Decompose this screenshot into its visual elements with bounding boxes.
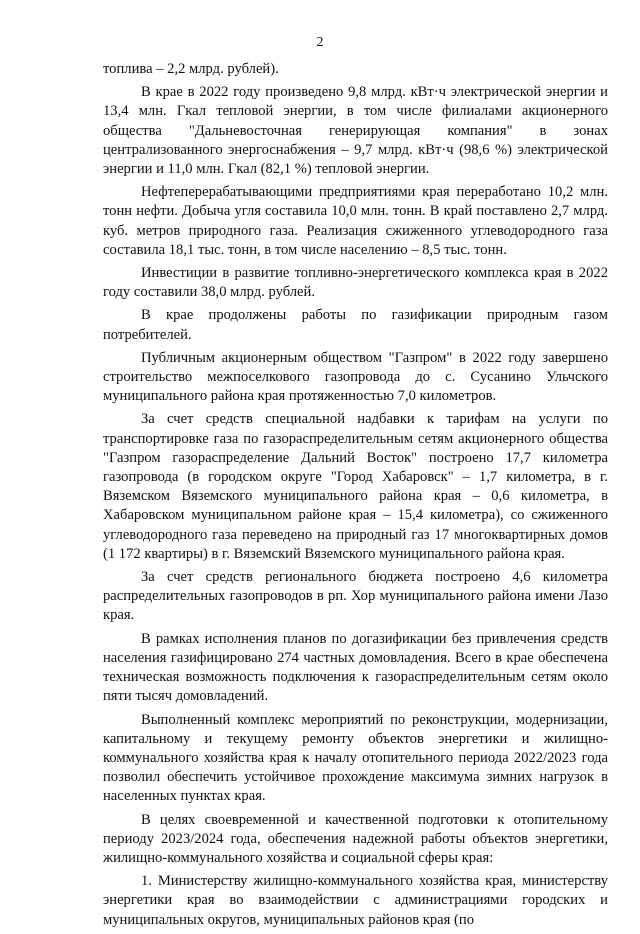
paragraph: Выполненный комплекс мероприятий по реконструкции, модернизации, капитальному и текущему ремонту объектов энергетики и жилищно-коммунального хозяйства края к началу отопительного периода 2022/2023 года позволил обеспечить устойчивое прохождение максимума зимних нагрузок в населенных пунктах края. — [103, 711, 608, 805]
page-number: 2 — [316, 35, 324, 50]
paragraph: топлива – 2,2 млрд. рублей). — [103, 61, 279, 77]
paragraph: Инвестиции в развитие топливно-энергетического комплекса края в 2022 году составили 38,0 млрд. рублей. — [103, 265, 608, 301]
paragraph: В крае в 2022 году произведено 9,8 млрд. кВт·ч электрической энергии и 13,4 млн. Гкал тепловой энергии, в том числе филиалами акционерного общества "Дальневосточная генерирующая компания" в зонах централизованного энергоснабжения – 9,7 млрд. кВт·ч (98,6 %) электрической энергии и 11,0 млн. Гкал (82,1 %) тепловой энергии. — [103, 84, 608, 178]
paragraph: В целях своевременной и качественной подготовки к отопительному периоду 2023/2024 года, обеспечения надежной работы объектов энергетики, жилищно-коммунального хозяйства и социальной сферы края: — [103, 811, 608, 866]
paragraph: Публичным акционерным обществом "Газпром" в 2022 году завершено строительство межпоселкового газопровода до с. Сусанино Ульчского муниципального района края протяженностью 7,0 километров. — [103, 349, 608, 405]
document-body — [103, 60, 608, 934]
paragraph: В рамках исполнения планов по догазификации без привлечения средств населения газифицировано 274 частных домовладения. Всего в крае обеспечена техническая возможность подключения к газораспределительным сетям около пяти тысяч домовладений. — [103, 630, 608, 705]
paragraph: За счет средств специальной надбавки к тарифам на услуги по транспортировке газа по газораспределительным сетям акционерного общества "Газпром газораспределение Дальний Восток" построено 17,7 километра газопровода (в городском округе "Город Хабаровск" – 1,7 километра, в г. Вяземском Вяземского муниципального района края – 0,6 километра, в Хабаровском муниципальном районе края – 15,4 километра), со сжиженного углеводородного газа переведено на природный газ 17 многоквартирных домов (1 172 квартиры) в г. Вяземский Вяземского муниципального района края. — [103, 411, 608, 562]
paragraph: За счет средств регионального бюджета построено 4,6 километра распределительных газопроводов в рп. Хор муниципального района имени Лазо края. — [103, 569, 608, 624]
paragraph: Нефтеперерабатывающими предприятиями края переработано 10,2 млн. тонн нефти. Добыча угля составила 10,0 млн. тонн. В край поставлено 2,7 млрд. куб. метров природного газа. Реализация сжиженного углеводородного газа составила 18,1 тыс. тонн, в том числе населению – 8,5 тыс. тонн. — [103, 184, 608, 258]
paragraph: 1. Министерству жилищно-коммунального хозяйства края, министерству энергетики края во взаимодействии с администрациями городских и муниципальных округов, муниципальных районов края (по — [103, 873, 608, 928]
paragraph: В крае продолжены работы по газификации природным газом потребителей. — [103, 307, 608, 343]
